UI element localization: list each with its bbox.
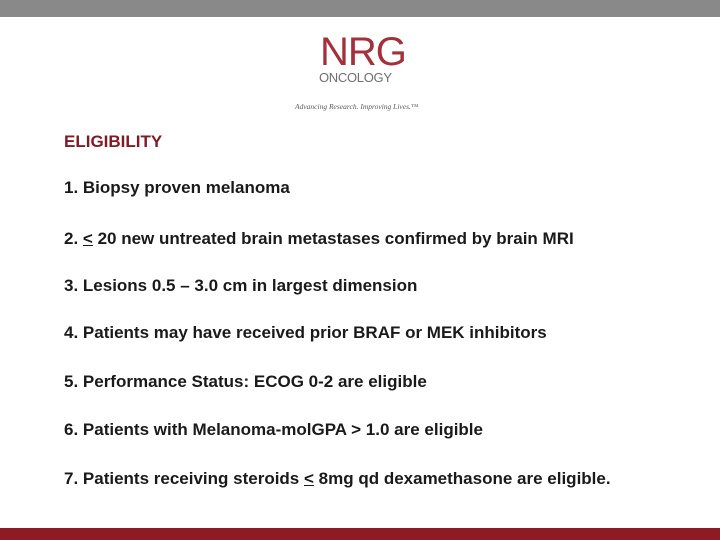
slide-heading: ELIGIBILITY (64, 132, 163, 151)
nrg-oncology-logo (280, 30, 460, 120)
criterion-text: 3. Lesions 0.5 – 3.0 cm in largest dimension (64, 276, 418, 295)
criterion-text: 4. Patients may have received prior BRAF or MEK inhibitors (64, 323, 547, 342)
criterion-text: 1. Biopsy proven melanoma (64, 178, 290, 197)
less-than-or-equal-symbol: < (303, 469, 314, 488)
bottom-bar (0, 528, 720, 540)
criterion-text: 20 new untreated brain metastases confirmed by brain MRI (92, 229, 574, 248)
criterion-item (64, 228, 574, 250)
criterion-item (64, 468, 611, 490)
criterion-number: 2. (64, 229, 83, 248)
criterion-item (64, 419, 483, 441)
criterion-item (64, 177, 290, 199)
criterion-item (64, 371, 427, 393)
criterion-text: 5. Performance Status: ECOG 0-2 are eligible (64, 372, 427, 391)
top-bar (0, 0, 720, 17)
criterion-item (64, 275, 417, 297)
logo-oncology-text: ONCOLOGY (319, 70, 392, 85)
logo-nrg-text: NRG (320, 30, 406, 74)
criterion-item (64, 322, 547, 344)
criterion-text: 8mg qd dexamethasone are eligible. (313, 469, 611, 488)
criterion-text: 7. Patients receiving steroids (64, 469, 304, 488)
logo-tagline: Advancing Research. Improving Lives.™ (295, 102, 419, 111)
criterion-text: 6. Patients with Melanoma-molGPA > 1.0 are eligible (64, 420, 483, 439)
less-than-or-equal-symbol: < (82, 229, 93, 248)
